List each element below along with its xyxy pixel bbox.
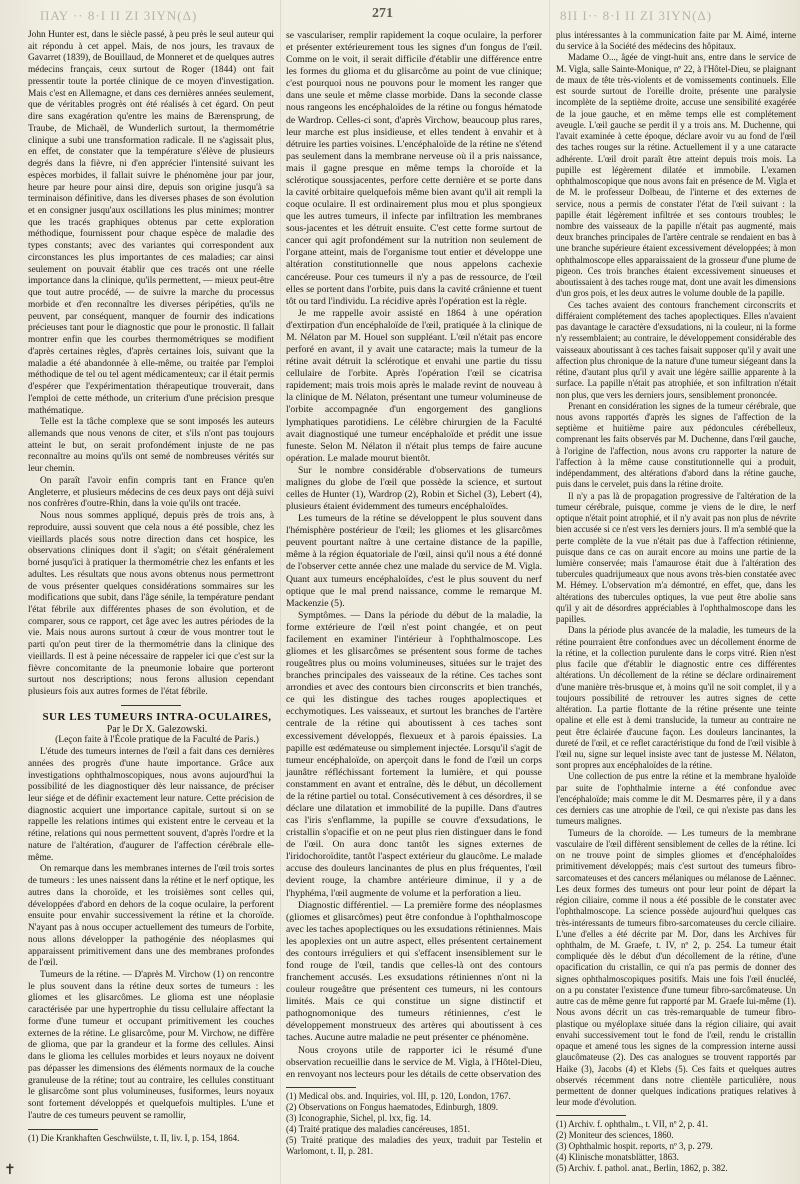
column-left — [28, 30, 274, 1144]
show-through-text-left: ΠΑΥ ·· 8·Ι ΙΙ ZI 3IΥΝ(Δ) — [40, 8, 198, 23]
show-through-text-right: 8ΙΙ Ι·· 8·Ι ΙΙ ZI 3IΥΝ(Δ) — [560, 8, 713, 23]
paragraph: Dans la période plus avancée de la maladie, les tumeurs de la rétine pourraient être confondues avec un décollement énorme de la rétine, et la collection purulente dans le corps vitré. Rien n'est plus facile que d'établir le diagnostic entre ces différentes altérations. Un décollement de la rétine se déclare ordinairement d'une manière très-brusque et, à moins qu'il ne soit complet, il y a toujours possibilité de retrouver les autres signes de cette altération. La partie flottante de la rétine présente une teinte opaline et elle est à demi translucide, la tumeur au contraire ne peut être éclairée d'aucune façon. Les douleurs lancinantes, la dureté de l'œil, et ce reflet caractéristique du fond de l'œil visible à l'œil nu, signe sur lequel insiste avec tant de justesse M. Nélaton, sont propres aux encéphaloïdes de la rétine. — [556, 625, 796, 771]
paragraph: Je me rappelle avoir assisté en 1864 à une opération d'extirpation d'un encéphaloïde de l'œil, pratiquée à la clinique de M. Nélaton par M. Houel son suppléant. L'œil n'était pas encore perforé en avant, il y avait une cataracte; mais la tumeur de la rétine avait détruit la sclérotique et envahi une partie du tissu cellulaire de l'orbite. Après l'opération l'œil se cicatrisa rapidement; mais trois mois après le malade revint de nouveau à la clinique de M. Nélaton, présentant une tumeur volumineuse de l'orbite accompagnée d'un engorgement des ganglions lymphatiques parotidiens. Le célèbre chirurgien de la Faculté avait diagnostiqué une tumeur encéphaloïde et prédit une issue funeste. Selon M. Nélaton il n'était plus temps de faire aucune opération. Le malade mourut bientôt. — [286, 307, 542, 464]
article-subtitle: (Leçon faite à l'École pratique de la Faculté de Paris.) — [55, 735, 259, 746]
paragraph: Sur le nombre considérable d'observations de tumeurs malignes du globe de l'œil que possède la science, et surtout celles de Hunter (1), Wardrop (2), Robin et Sichel (3), Lebert (4), plusieurs étaient évidemment des tumeurs encéphaloïdes. — [286, 464, 542, 513]
article-title: SUR LES TUMEURS INTRA-OCULAIRES, — [42, 710, 272, 723]
paragraph: plus intéressantes à la communication faite par M. Aimé, interne du service à la Société des médecins des hôpitaux. — [556, 30, 796, 52]
page-header — [0, 0, 800, 32]
footnote-list — [286, 1091, 542, 1157]
paragraph: Tumeurs de la choroïde. — Les tumeurs de la membrane vasculaire de l'œil diffèrent sensiblement de celles de la rétine. Ici on ne trouve point de simples gliomes et d'encéphaloïdes primitivement développés; mais c'est surtout des tumeurs fibro-sarcomateuses et des cancers mélaniques ou mélanose de Laënnec. Les deux formes des tumeurs ont pour leur point de départ la région ciliaire, comme il nous a été possible de le constater avec l'ophthalmoscope. La science possède aujourd'hui quelques cas très-intéressants de tumeurs fibro-sarcomateuses du cercle ciliaire. L'une d'elles a été décrite par M. Dor, dans les Archives für ophthalm, de M. Graefe, t. IV, nº 2, p. 254. La tumeur était compliquée dès le début d'un décollement de la rétine, d'une opacification du cristallin, ce qui n'a pas permis de donner des signes ophthalmoscopiques positifs. Mais une fois l'œil énucléé, on a pu constater l'existence d'une tumeur fibro-sarcômateuse. Un autre cas de même genre fut rapporté par M. Graefe lui-même (1). Nous avons décrit un cas très-remarquable de tumeur fibro-plastique ou myéloplaxe située dans la région ciliaire, qui avait envahi successivement tout le fond de l'œil, rendu le cristallin opaque et amené tous les signes de la compression interne aussi glaucômateuse (2). Des cas analogues se trouvent rapportés par Haike (3), Jacobs (4) et Klebs (5). Ces faits et quelques autres observés récemment dans notre clientèle particulière, nous permettent de donner quelques indications pratiques relatives à leur mode d'évolution. — [556, 827, 796, 1108]
footnote: (5) Traité pratique des maladies des yeux, traduit par Testelin et Warlomont, t. II, p. 281. — [286, 1134, 542, 1156]
footnote: (1) Medical obs. and. Inquiries, vol. III, p. 120, London, 1767. — [286, 1090, 511, 1101]
paragraph: Prenant en considération les signes de la tumeur cérébrale, que nous avons rapportés d'après les signes de l'affection de la septième et huitième paire aux pédoncules cérébelleux, comprenant les faits observés par M. Duchenne, dans l'œil gauche, à l'origine de l'affection, nous avons cru rapporter la nature de l'affection à la même cause constitutionnelle qui a produit, indépendamment, des altérations d'abord dans la rétine gauche, puis dans le cervelet, puis dans la rétine droite. — [556, 400, 796, 490]
paragraph: se vasculariser, remplir rapidement la coque oculaire, la perforer et présenter extérieurement tous les signes d'un fongus de l'œil. Comme on le voit, il serait difficile d'établir une différence entre les formes du glioma et du glisarcôme au point de vue clinique; c'est pourquoi nous ne pouvons pour le moment les ranger que dans une seule et même classe morbide. Dans la seconde classe nous rangeons les encéphaloïdes de la rétine ou fongus hématode de Wardrop. Celles-ci sont, d'après Virchow, beaucoup plus rares, leur marche est plus insidieuse, et elles tendent à envahir et à détruire les parties voisines. L'encéphaloïde de la rétine ne s'étend pas seulement dans la membrane nerveuse où il a pris naissance, mais il gagne presque en même temps la choroïde et la sclérotique soussjacentes, perfore cette dernière et se porte dans la cavité orbitaire quelquefois même bien avant qu'il ait rempli la coque oculaire. Il est ordinairement plus mou et plus spongieux que les autres tumeurs, il infecte par infiltration les membranes sous-jacentes et les détruit ensuite. C'est cette forme surtout de cancer qui agit profondément sur la nutrition non seulement de l'organe atteint, mais de l'organisme tout entier et développe une altération constitutionnelle que nous appelons cachexie cancéreuse. Pour ces tumeurs il n'y a pas de ressource, de l'œil elles se portent dans l'orbite, puis dans la cavité crânienne et tuent tôt ou tard l'individu. La récidive après l'opération est la règle. — [286, 30, 542, 307]
footnote: (4) Klinische monatsblätter, 1863. — [556, 1151, 679, 1162]
footnote-list — [556, 1119, 796, 1174]
column-middle — [286, 30, 542, 1157]
footnote-rule — [286, 1087, 356, 1088]
page-number: 271 — [372, 6, 393, 21]
paragraph: Symptômes. — Dans la période du début de la maladie, la forme extérieure de l'œil n'est point changée, et on peut facilement en examiner l'intérieur à l'ophthalmoscope. Les gliomes et les glisarcômes se présentent sous forme de taches rougeâtres plus ou moins volumineuses, situées sur le trajet des branches principales des vaisseaux de la rétine. Ces taches sont arrondies et avec des contours bien circonscrits et bien tranchés, ce qui les distingue des taches rouges apoplectiques et ecchymotiques. Les vaisseaux, et surtout les branches de l'artère centrale de la rétine qui aboutissent à ces taches sont excessivement développés, flexueux et à parois épaissies. La papille est œdémateuse ou simplement injectée. Lorsqu'il s'agit de tumeur encéphaloïde, on aperçoit dans le fond de l'œil un corps jaunâtre réfléchissant fortement la lumière, et qui pousse constamment en avant et entraîne, dès le début, un décollement de la rétine partiel ou total. Consécutivement à ces désordres, il se déclare une dilatation et immobilité de la pupille. Dans d'autres cas l'iris s'enflamme, la pupille se couvre d'exsudations, le cristallin s'opacifie et on ne peut plus rien distinguer dans le fond de l'œil. On aura donc tantôt les signes externes de l'iridochoroïdite, tantôt l'aspect extérieur du glaucôme. Le malade accuse des douleurs lancinantes de plus en plus fréquentes, l'œil devient rouge, la chambre antérieure diminue, il y a de l'hyphéma, l'œil augmente de volume et la perforation a lieu. — [286, 609, 542, 899]
paragraph: Madame O..., âgée de vingt-huit ans, entre dans le service de M. Vigla, salle Sainte-Monique, nº 22, à l'Hôtel-Dieu, se plaignant de maux de tête très-violents et de vomissements continuels. Elle est sourde surtout de l'oreille droite, présente une paralysie incomplète de la septième droite, accuse une sensibilité exagérée de la joue gauche, et en même temps elle est complétement aveugle. L'œil gauche se perdit il y a trois ans. M. Duchenne, qui l'avait examinée à cette époque, déclare avoir vu au fond de l'œil des taches rouges sur la rétine. Actuellement il y a une cataracte adhérente. L'œil droit paraît être atteint depuis trois mois. La pupille est légèrement dilatée et immobile. L'examen ophthalmoscopique que nous avons fait en présence de M. Vigla et de M. le professeur Dolbeau, de l'interne et des externes de service, nous a permis de constater l'état de l'œil suivant : la papille était légèrement infiltrée et ses contours troubles; le nombre des vaisseaux de la papille n'était pas augmenté, mais deux branches principales de l'artère centrale se rendaient en bas à une branche supérieure étaient excessivement développées; à mon ophthalmoscope elles apparaissaient de la grosseur d'une plume de pigeon. Ces trois branches étaient excessivement sinueuses et aboutissaient à des taches rouge mat, dont une avait les dimensions d'un gros pois, et les deux autres le volume double de la papille. — [556, 52, 797, 299]
column-gutter — [280, 0, 281, 1184]
margin-mark: ✝ — [4, 1163, 16, 1178]
paragraph: Diagnostic différentiel. — La première forme des néoplasmes (gliomes et glisarcômes) peut être confondue à l'ophthalmoscope avec les taches apoplectiques ou les exsudations rétiniennes. Mais les apoplexies ont un autre aspect, elles présentent certainement des contours irréguliers et qui s'effacent insensiblement sur le fond rouge de l'œil, tandis que celles-là ont des contours franchement accusés. Les exsudations rétiniennes n'ont ni la couleur rougeâtre que présentent ces tumeurs, ni les contours limités. Mais ce qui constitue un signe distinctif et pathognomonique des tumeurs rétiniennes, c'est le développement monstrueux des artères qui aboutissent à ces taches. Aucune autre maladie ne peut présenter ce phénomène. — [286, 899, 542, 1044]
footnote: (2) Moniteur des sciences, 1860. — [556, 1129, 674, 1140]
paragraph: Les tumeurs de la rétine se développent le plus souvent dans l'hémisphère postérieur de l'œil; les gliomes et les glisarcômes peuvent pourtant naître à une certaine distance de la papille, même à la région équatoriale de l'œil, ainsi qu'il nous a été donné de l'observer cette année chez une malade du service de M. Vigla. Quant aux tumeurs encéphaloïdes, c'est le plus souvent du nerf optique que le mal prend naissance, comme le remarque M. Mackenzie (5). — [286, 513, 542, 609]
paragraph: Il n'y a pas là de propagation progressive de l'altération de la tumeur cérébrale, puisque, comme je viens de le dire, le nerf optique n'était point atrophié, et il n'y avait pas non plus de névrite bien accusée si ce n'est vers les derniers jours. Il m'a semblé que la perte complète de la vue n'était pas due à l'affection rétinienne, puisque dans ce cas on aurait encore au moins une partie de la lumière conservée; mais l'amaurose était due à l'altération des tubercules quadrijumeaux que nous avons très-bien constatée avec M. Hémey. L'observation m'a démontré, en effet, que, dans les altérations des tubercules optiques, la vue peut être abolie sans qu'il y ait de désordres appréciables à l'ophthalmoscope dans les papilles. — [556, 490, 796, 625]
column-right — [556, 30, 796, 1174]
paragraph: On remarque dans les membranes internes de l'œil trois sortes de tumeurs : les unes naissent dans la rétine et le nerf optique, les autres dans la choroïde, et les troisièmes sont celles qui, développées d'abord en dehors de la coque oculaire, la perforent ensuite pour envahir successivement la rétine et la choroïde. N'ayant pas à nous occuper actuellement des tumeurs de l'orbite, nous allons développer la pathogénie des néoplasmes qui apparaissent primitivement dans une des membranes profondes de l'œil. — [28, 864, 274, 969]
footnote-rule — [28, 1129, 98, 1130]
footnote: (3) Ophthalmic hospit. reports, nº 3, p. 279. — [556, 1140, 713, 1151]
paragraph: L'étude des tumeurs internes de l'œil a fait dans ces dernières années des progrès d'une haute importance. Grâce aux investigations ophthalmoscopiques, nous avons aujourd'hui la possibilité de les diagnostiquer dès leur naissance, de préciser leur siége et de définir exactement leur nature. Cette précision de diagnostic acquiert une importance capitale, surtout si on se rappelle les relations intimes qui existent entre le cerveau et la rétine, relations qui nous permettent souvent, d'après l'ordre et la nature de l'altération, d'augurer de l'affection cérébrale elle-même. — [28, 747, 274, 863]
section-divider — [121, 705, 181, 706]
paragraph: On paraît l'avoir enfin compris tant en France qu'en Angleterre, et plusieurs médecins de ces deux pays ont déjà suivi nos confrères d'outre-Rhin, dans la voie qu'ils ont tracée. — [28, 475, 274, 510]
paragraph: John Hunter est, dans le siècle passé, à peu près le seul auteur qui ait répondu à cet appel. Mais, de nos jours, les travaux de Gavarret (1839), de Bouillaud, de Monneret et de quelques autres médecins français, ceux surtout de Roger (1844) ont fait pressentir toute la portée clinique de ce moyen d'investigation. Mais c'est en Allemagne, et dans ces dernières années seulement, que de véritables progrès ont été réalisés à cet égard. On peut dire sans exagération qu'entre les mains de Bærensprung, de Traube, de Michaël, de Wunderlich surtout, la thermométrie clinique a subi une transformation radicale. Il ne s'agissait plus, en effet, de constater que la température s'élève de plusieurs degrés dans la fièvre, ni d'en apprécier l'intensité suivant les espèces morbides, il fallait suivre le phénomène jour par jour, heure par heure pour ainsi dire, depuis son origine jusqu'à sa terminaison définitive, dans les diverses phases de son évolution et en consigner jusqu'aux oscillations les plus minimes; montrer que les tracés graphiques obtenus par cette exploration méthodique, fournissent pour chaque espèce de maladie des types constants; avec des variantes qui correspondent aux circonstances les plus importantes de ces maladies; car ainsi seulement on pouvait établir que ces tracés ont une réelle importance dans la clinique, qu'ils permettent, — mieux peut-être que tout autre procédé, — de suivre la marche du processus morbide et d'en reconnaître les diverses péripéties, qu'ils ne peuvent, par conséquent, manquer de fournir des indications précieuses tant pour le diagnostic que pour le pronostic. Il fallait montrer enfin que les courbes thermométriques se modifient d'après certaines règles, d'après certaines lois, suivant que la maladie a été abandonnée à elle-même, ou traitée par l'emploi méthodique de tel ou tel agent médicamenteux; car il était permis d'espérer que l'expérimentation thérapeutique trouverait, dans l'emploi de cette méthode, un criterium d'une précision presque mathématique. — [28, 30, 275, 416]
footnote-rule — [556, 1115, 626, 1116]
footnote: (3) Iconographie, Sichel, pl. lxx, fig. 14. — [286, 1112, 431, 1123]
paragraph: Une collection de pus entre la rétine et la membrane hyaloïde par suite de l'ophthalmie interne a été confondue avec l'encéphaloïde; mais comme le dit M. Desmarres père, il y a dans ces derniers cas une atrophie de l'œil, ce qui n'existe pas dans les tumeurs malignes. — [556, 771, 796, 827]
footnote: (4) Traité pratique des maladies cancéreuses, 1851. — [286, 1123, 470, 1134]
paragraph: Nous croyons utile de rapporter ici le résumé d'une observation recueillie dans le service de M. Vigla, à l'Hôtel-Dieu, en renvoyant nos lecteurs pour les détails de cette observation des — [286, 1044, 542, 1080]
footnote: (1) Die Krankhaften Geschwülste, t. II, liv. I, p. 154, 1864. — [28, 1132, 240, 1143]
article-author: Par le Dr X. Galezowski. — [106, 723, 208, 735]
paragraph: Nous nous sommes appliqué, depuis près de trois ans, à reproduire, aussi souvent que cela nous a été possible, chez les vieillards placés sous notre direction dans cet hospice, les observations cliniques dont il s'agit; on s'était généralement borné jusqu'ici à pratiquer la thermométrie chez les enfants et les adultes. Les résultats que nous avons obtenus nous permettront de vous présenter quelques considérations sommaires sur les modifications que subit, dans l'âge sénile, la température pendant l'état fébrile aux différentes phases de son évolution, et de comparer, sous ce rapport, cet âge avec les autres périodes de la vie. Mais nous aurons surtout à cœur de vous montrer tout le parti qu'on peut tirer de la thermométrie dans la clinique des vieillards. Il est à peine nécessaire de rappeler ici que c'est sur la fièvre concomitante de la pneumonie lobaire que porteront surtout nos descriptions; nous ferons allusion cependant plusieurs fois aux autres formes de l'état fébrile. — [28, 511, 274, 698]
column-gutter — [549, 0, 550, 1184]
footnote: (1) Archiv. f. ophthalm., t. VII, nº 2, p. 41. — [556, 1118, 709, 1129]
paragraph: Ces taches avaient des contours franchement circonscrits et différaient complétement des taches apoplectiques. Elles n'avaient pas davantage le caractère d'exsudations, ni la couleur, ni la forme n'y ressemblaient; au contraire, le développement considérable des vaisseaux aboutissant à ces taches faisait supposer qu'il y avait une affection plus chronique de la nature d'une tumeur siégeant dans la rétine, d'autant plus qu'il y avait une légère saillie apparente à la surface. La papille n'était pas atrophiée, et son infiltration n'était non plus, que vers les derniers jours, sensiblement prononcée. — [556, 299, 796, 400]
paragraph: Tumeurs de la rétine. — D'après M. Virchow (1) on rencontre le plus souvent dans la rétine deux sortes de tumeurs : les gliomes et les glisarcômes. Le glioma est une néoplasie caractérisée par une hypertrophie du tissu cellulaire affectant la forme d'une tumeur et occupant primitivement les couches externes de la rétine. Le glisarcôme, pour M. Virchow, ne diffère de glioma, que par la grandeur et la forme des cellules. Ainsi dans le glioma les cellules morbides et leurs noyaux ne doivent pas dépasser les dimensions des éléments normaux de la couche granuleuse de la rétine; tout au contraire, les cellules constituant le glisarcôme sont plus volumineuses, fusiformes, leurs noyaux sont fortement développés et quelquefois multiples. L'une et l'autre de ces tumeurs peuvent se ramollir, — [28, 970, 274, 1121]
footnote: (2) Observations on Fongus haematodes, Edinburgh, 1809. — [286, 1101, 499, 1112]
footnote: (5) Archiv. f. pathol. anat., Berlin, 1862, p. 382. — [556, 1162, 728, 1173]
paragraph: Telle est la tâche complexe que se sont imposés les auteurs allemands que nous venons de citer, et s'ils n'ont pas toujours atteint le but, on serait profondément injuste de ne pas reconnaître au moins qu'ils ont semé de nombreuses vérités sur leur chemin. — [28, 417, 274, 475]
